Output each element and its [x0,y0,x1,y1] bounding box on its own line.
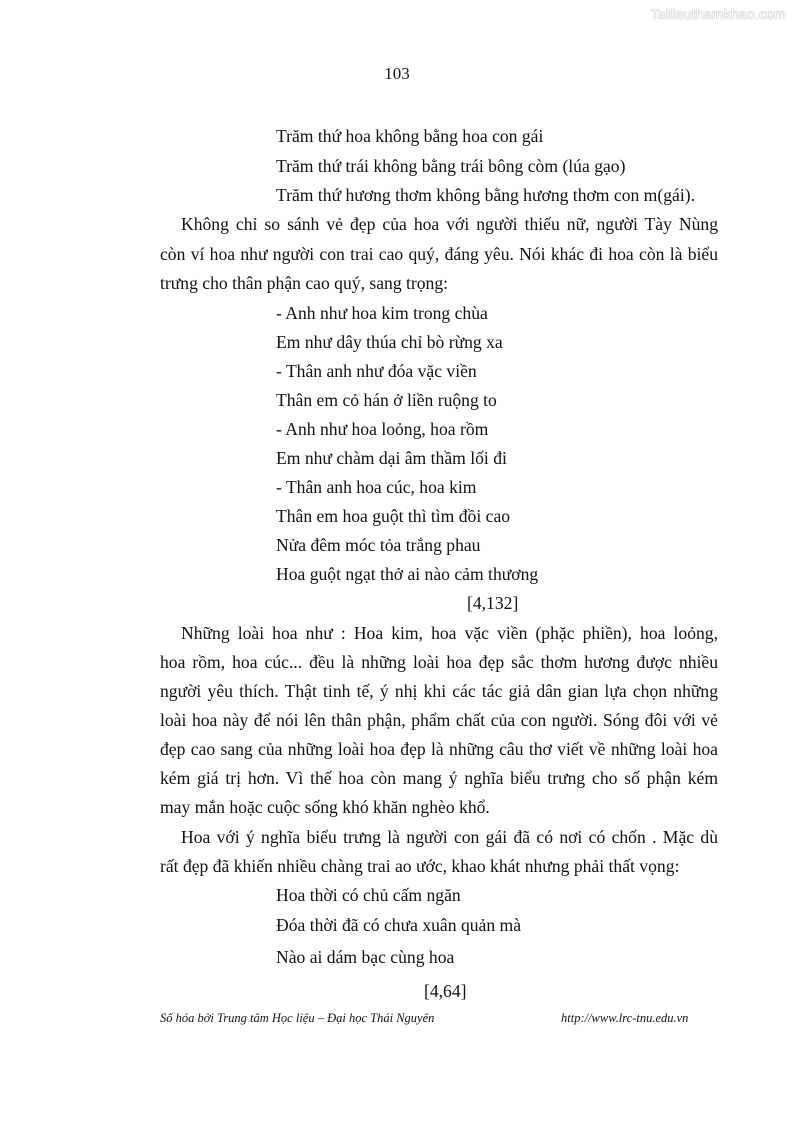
verse-line: Hoa guột ngạt thở ai nào cảm thương [276,564,539,584]
paragraph-line: may mắn hoặc cuộc sống khó khăn nghèo khổ. [160,797,490,817]
paragraph-line: người yêu thích. Thật tinh tế, ý nhị khi các tác giả dân gian lựa chọn những [160,681,718,701]
paragraph-line: loài hoa này để nói lên thân phận, phẩm chất của con người. Sóng đôi với vẻ [160,710,718,730]
verse-line: - Thân anh như đóa vặc viền [276,361,477,381]
verse-line: - Anh như hoa loỏng, hoa rồm [276,419,489,439]
citation: [4,64] [424,981,467,1001]
paragraph-line: hoa rồm, hoa cúc... đều là những loài hoa đẹp sắc thơm hương được nhiều [160,652,718,672]
verse-line: Em như chàm dại âm thầm lối đi [276,448,507,468]
paragraph-line: kém giá trị hơn. Vì thế hoa còn mang ý nghĩa biểu trưng cho số phận kém [160,768,718,788]
footer-url: http://www.lrc-tnu.edu.vn [561,1011,689,1025]
footer-source: Số hóa bởi Trung tâm Học liệu – Đại học Thái Nguyên [160,1011,435,1025]
verse-line: Nửa đêm móc tỏa trắng phau [276,535,481,555]
citation: [4,132] [467,593,519,613]
verse-line: Thân em cỏ hán ở liền ruộng to [276,390,497,410]
paragraph-line: còn ví hoa như người con trai cao quý, đáng yêu. Nói khác đi hoa còn là biểu [160,244,718,264]
verse-line: Đóa thời đã có chưa xuân quản mà [276,915,522,935]
verse-line: Em như dây thúa chỉ bò rừng xa [276,332,503,352]
paragraph-line: đẹp cao sang của những loài hoa đẹp là những câu thơ viết về những loài hoa [160,739,718,759]
verse-line: - Anh như hoa kim trong chùa [276,303,488,323]
paragraph-line: Hoa với ý nghĩa biểu trưng là người con gái đã có nơi có chốn . Mặc dù [181,827,718,847]
verse-line: Trăm thứ trái không bằng trái bông còm (lúa gạo) [276,156,626,176]
verse-line: Trăm thứ hương thơm không bằng hương thơm con m(gái). [276,185,695,205]
verse-line: - Thân anh hoa cúc, hoa kim [276,477,477,497]
paragraph-line: rất đẹp đã khiến nhiều chàng trai ao ước, khao khát nhưng phải thất vọng: [160,856,680,876]
page-number: 103 [384,64,410,83]
paragraph-line: trưng cho thân phận cao quý, sang trọng: [160,273,449,293]
paragraph-line: Không chỉ so sánh vẻ đẹp của hoa với người thiếu nữ, người Tày Nùng [181,214,718,234]
verse-line: Thân em hoa guột thì tìm đồi cao [276,506,511,526]
verse-line: Nào ai dám bạc cùng hoa [276,947,455,967]
paragraph-line: Những loài hoa như : Hoa kim, hoa vặc viền (phặc phiền), hoa loỏng, [181,623,718,643]
verse-line: Trăm thứ hoa không bằng hoa con gái [276,126,544,146]
verse-line: Hoa thời có chủ cấm ngăn [276,885,461,905]
watermark: Tailieuthamkhao.com [650,6,786,22]
